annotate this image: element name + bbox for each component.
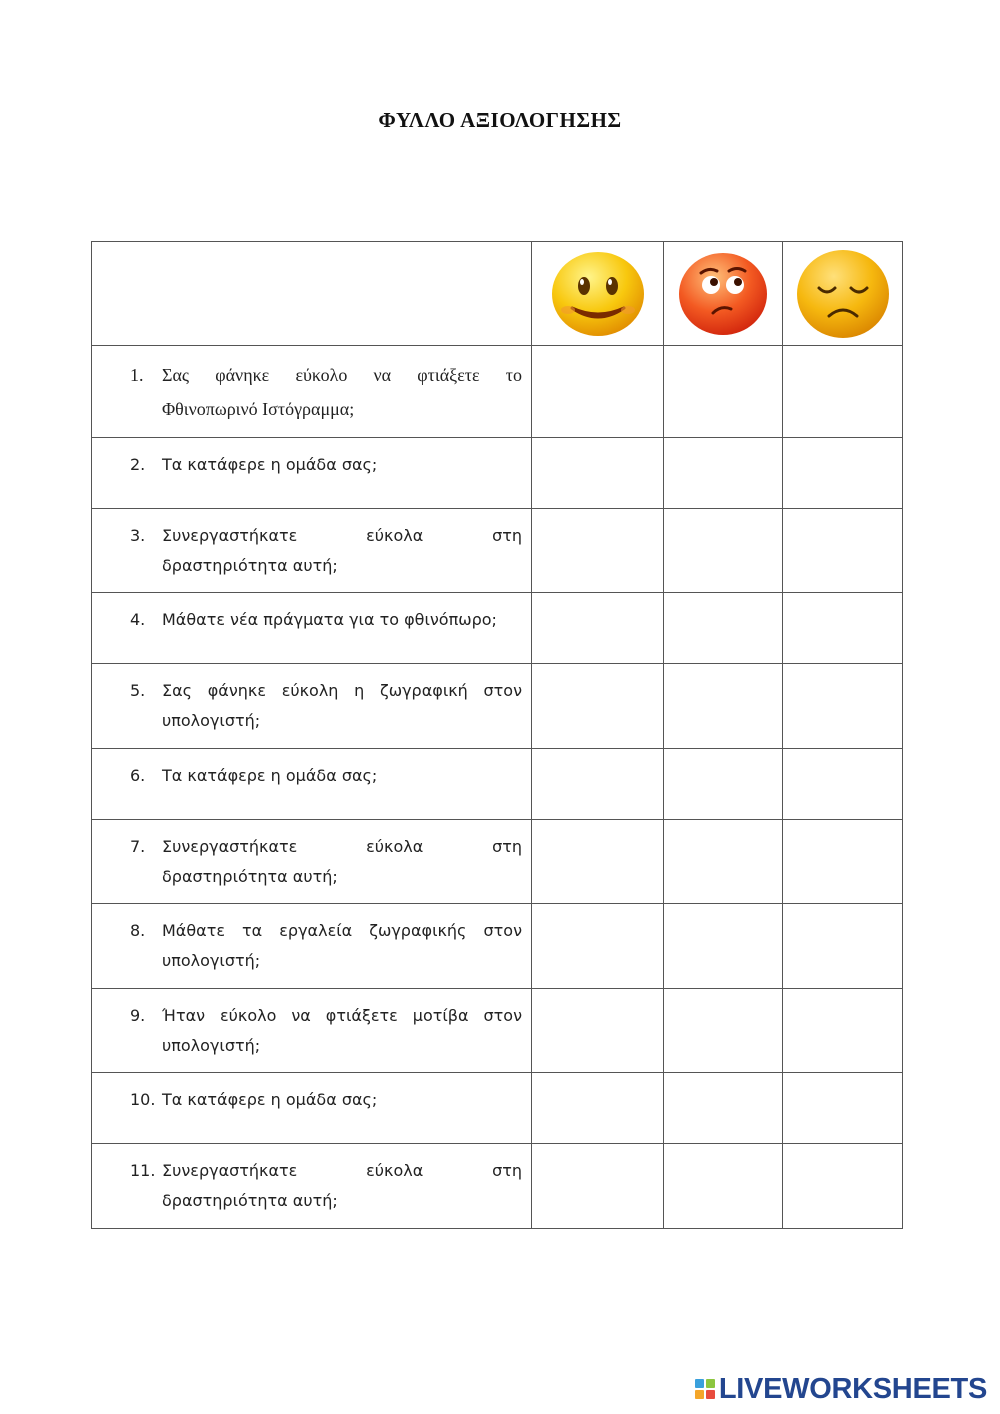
question-number: 5.	[130, 681, 146, 700]
question-text: Συνεργαστήκατε εύκολα στη	[162, 1161, 522, 1180]
answer-happy-cell[interactable]	[532, 509, 664, 593]
question-row	[92, 1144, 903, 1229]
liveworksheets-wordmark: LIVEWORKSHEETS	[718, 1372, 987, 1405]
question-cell	[92, 904, 532, 989]
question-text-continued: δραστηριότητα αυτή;	[162, 1191, 338, 1210]
answer-sad-cell[interactable]	[783, 749, 903, 820]
answer-happy-cell[interactable]	[532, 820, 664, 904]
answer-happy-cell[interactable]	[532, 438, 664, 509]
question-number: 9.	[130, 1006, 146, 1025]
question-text-continued: δραστηριότητα αυτή;	[162, 556, 338, 575]
question-text: Τα κατάφερε η ομάδα σας;	[162, 455, 378, 474]
answer-happy-cell[interactable]	[532, 593, 664, 664]
answer-sad-cell[interactable]	[783, 438, 903, 509]
answer-neutral-cell[interactable]	[664, 904, 783, 989]
worksheet-title: ΦΥΛΛΟ ΑΞΙΟΛΟΓΗΣΗΣ	[378, 108, 622, 132]
question-text-continued: υπολογιστή;	[162, 951, 261, 970]
answer-neutral-cell[interactable]	[664, 1144, 783, 1229]
answer-neutral-cell[interactable]	[664, 438, 783, 509]
liveworksheets-mark-icon	[695, 1379, 715, 1399]
question-row	[92, 664, 903, 749]
question-number: 6.	[130, 766, 146, 785]
question-cell	[92, 593, 532, 664]
question-row	[92, 509, 903, 593]
question-cell	[92, 664, 532, 749]
question-number: 8.	[130, 921, 146, 940]
sad-column-header	[783, 242, 903, 346]
question-text: Μάθατε νέα πράγματα για το φθινόπωρο;	[162, 610, 497, 629]
answer-neutral-cell[interactable]	[664, 820, 783, 904]
answer-sad-cell[interactable]	[783, 1073, 903, 1144]
answer-neutral-cell[interactable]	[664, 593, 783, 664]
happy-column-header	[532, 242, 664, 346]
question-row	[92, 904, 903, 989]
question-text-continued: υπολογιστή;	[162, 711, 261, 730]
answer-happy-cell[interactable]	[532, 749, 664, 820]
answer-happy-cell[interactable]	[532, 346, 664, 438]
question-number: 2.	[130, 455, 146, 474]
question-text: Σας φάνηκε εύκολη η ζωγραφική στον	[162, 681, 522, 700]
answer-neutral-cell[interactable]	[664, 1073, 783, 1144]
happy-face-icon	[550, 250, 646, 338]
answer-happy-cell[interactable]	[532, 904, 664, 989]
logo-square	[695, 1379, 704, 1388]
question-number: 7.	[130, 837, 146, 856]
answer-happy-cell[interactable]	[532, 1144, 664, 1229]
question-cell	[92, 820, 532, 904]
question-cell	[92, 1144, 532, 1229]
answer-neutral-cell[interactable]	[664, 509, 783, 593]
question-row	[92, 438, 903, 509]
question-row	[92, 1073, 903, 1144]
question-text-continued: δραστηριότητα αυτή;	[162, 867, 338, 886]
question-cell	[92, 749, 532, 820]
answer-sad-cell[interactable]	[783, 820, 903, 904]
liveworksheets-logo	[695, 1374, 987, 1404]
question-text-continued: υπολογιστή;	[162, 1036, 261, 1055]
header-row	[92, 242, 903, 346]
question-text-continued: Φθινοπωρινό Ιστόγραμμα;	[162, 399, 355, 419]
question-text: Σας φάνηκε εύκολο να φτιάξετε το	[162, 365, 522, 385]
answer-happy-cell[interactable]	[532, 989, 664, 1073]
answer-neutral-cell[interactable]	[664, 664, 783, 749]
logo-square	[706, 1379, 715, 1388]
question-row	[92, 593, 903, 664]
confused-face-icon	[677, 251, 769, 337]
header-empty-cell	[92, 242, 532, 346]
question-cell	[92, 438, 532, 509]
sad-face-icon	[795, 248, 891, 340]
answer-neutral-cell[interactable]	[664, 989, 783, 1073]
question-cell	[92, 509, 532, 593]
question-number: 1.	[130, 365, 144, 385]
question-cell	[92, 989, 532, 1073]
answer-sad-cell[interactable]	[783, 989, 903, 1073]
question-cell	[92, 346, 532, 438]
answer-sad-cell[interactable]	[783, 1144, 903, 1229]
question-text: Συνεργαστήκατε εύκολα στη	[162, 526, 522, 545]
logo-square	[695, 1390, 704, 1399]
question-number: 11.	[130, 1161, 156, 1180]
answer-sad-cell[interactable]	[783, 346, 903, 438]
answer-sad-cell[interactable]	[783, 509, 903, 593]
question-row	[92, 989, 903, 1073]
answer-happy-cell[interactable]	[532, 664, 664, 749]
question-number: 3.	[130, 526, 146, 545]
question-text: Τα κατάφερε η ομάδα σας;	[162, 1090, 378, 1109]
answer-sad-cell[interactable]	[783, 664, 903, 749]
question-number: 10.	[130, 1090, 156, 1109]
question-row	[92, 749, 903, 820]
answer-sad-cell[interactable]	[783, 593, 903, 664]
answer-neutral-cell[interactable]	[664, 749, 783, 820]
question-number: 4.	[130, 610, 146, 629]
question-row	[92, 346, 903, 438]
answer-sad-cell[interactable]	[783, 904, 903, 989]
question-cell	[92, 1073, 532, 1144]
question-text: Ήταν εύκολο να φτιάξετε μοτίβα στον	[162, 1006, 522, 1025]
logo-square	[706, 1390, 715, 1399]
question-text: Τα κατάφερε η ομάδα σας;	[162, 766, 378, 785]
evaluation-table	[91, 241, 903, 1229]
question-text: Συνεργαστήκατε εύκολα στη	[162, 837, 522, 856]
question-text: Μάθατε τα εργαλεία ζωγραφικής στον	[162, 921, 522, 940]
answer-happy-cell[interactable]	[532, 1073, 664, 1144]
question-row	[92, 820, 903, 904]
neutral-column-header	[664, 242, 783, 346]
answer-neutral-cell[interactable]	[664, 346, 783, 438]
